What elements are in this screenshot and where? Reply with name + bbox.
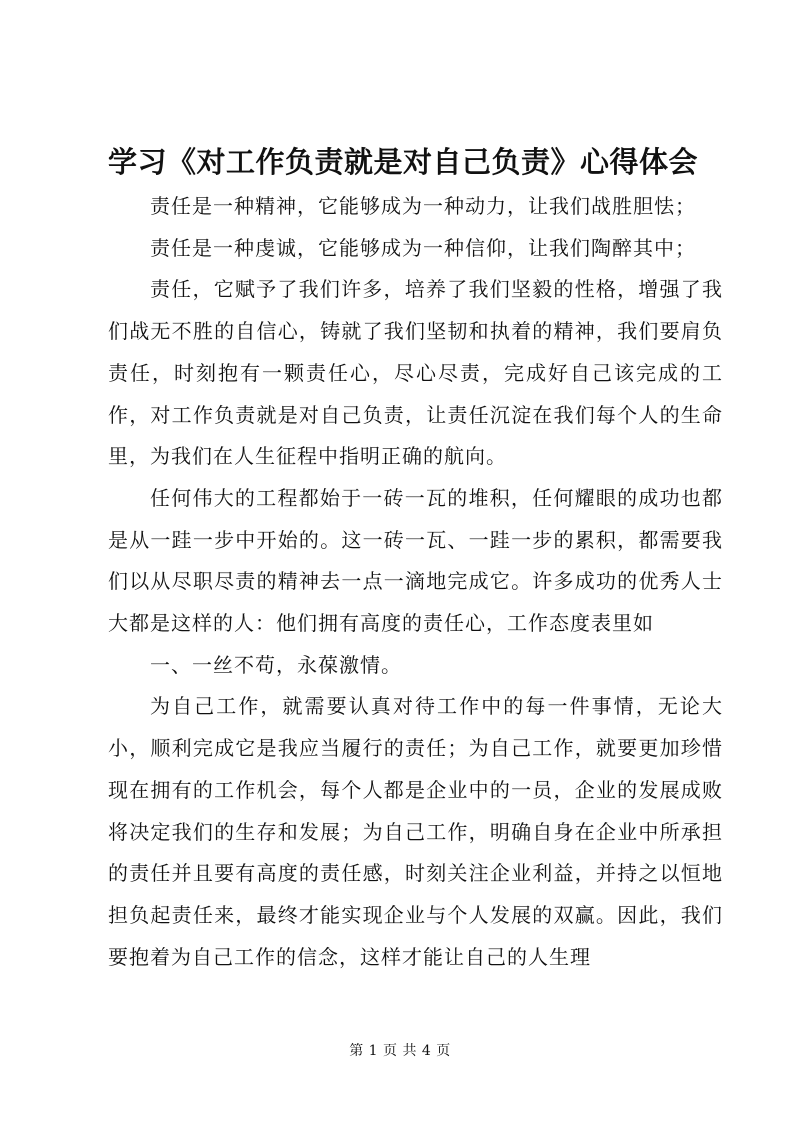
paragraph: 责任是一种虔诚，它能够成为一种信仰，让我们陶醉其中； — [150, 235, 696, 260]
section-heading: 一、一丝不苟，永葆激情。 — [150, 652, 402, 677]
document-title: 学习《对工作负责就是对自己负责》心得体会 — [108, 145, 699, 179]
paragraph: 责任，它赋予了我们许多，培养了我们坚毅的性格，增强了我们战无不胜的自信心，铸就了我们坚韧和执着的精神，我们要肩负责任，时刻抱有一颗责任心，尽心尽责，完成好自己该完成的工作，对工作负责就是对自己负责，让责任沉淀在我们每个人的生命里，为我们在人生征程中指明正确的航向。 — [108, 277, 723, 469]
document-body — [108, 186, 723, 978]
page-footer: 第 1 页 共 4 页 — [349, 1043, 451, 1059]
paragraph: 为自己工作，就需要认真对待工作中的每一件事情，无论大小，顺利完成它是我应当履行的责任；为自己工作，就要更加珍惜现在拥有的工作机会，每个人都是企业中的一员，企业的发展成败将决定我们的生存和发展；为自己工作，明确自身在企业中所承担的责任并且要有高度的责任感，时刻关注企业利益，并持之以恒地担负起责任来，最终才能实现企业与个人发展的双赢。因此，我们要抱着为自己工作的信念，这样才能让自己的人生理 — [108, 694, 723, 969]
paragraph: 任何伟大的工程都始于一砖一瓦的堆积，任何耀眼的成功也都是从一跬一步中开始的。这一砖一瓦、一跬一步的累积，都需要我们以从尽职尽责的精神去一点一滴地完成它。许多成功的优秀人士大都是这样的人：他们拥有高度的责任心，工作态度表里如 — [108, 485, 723, 636]
paragraph: 责任是一种精神，它能够成为一种动力，让我们战胜胆怯； — [150, 194, 696, 218]
